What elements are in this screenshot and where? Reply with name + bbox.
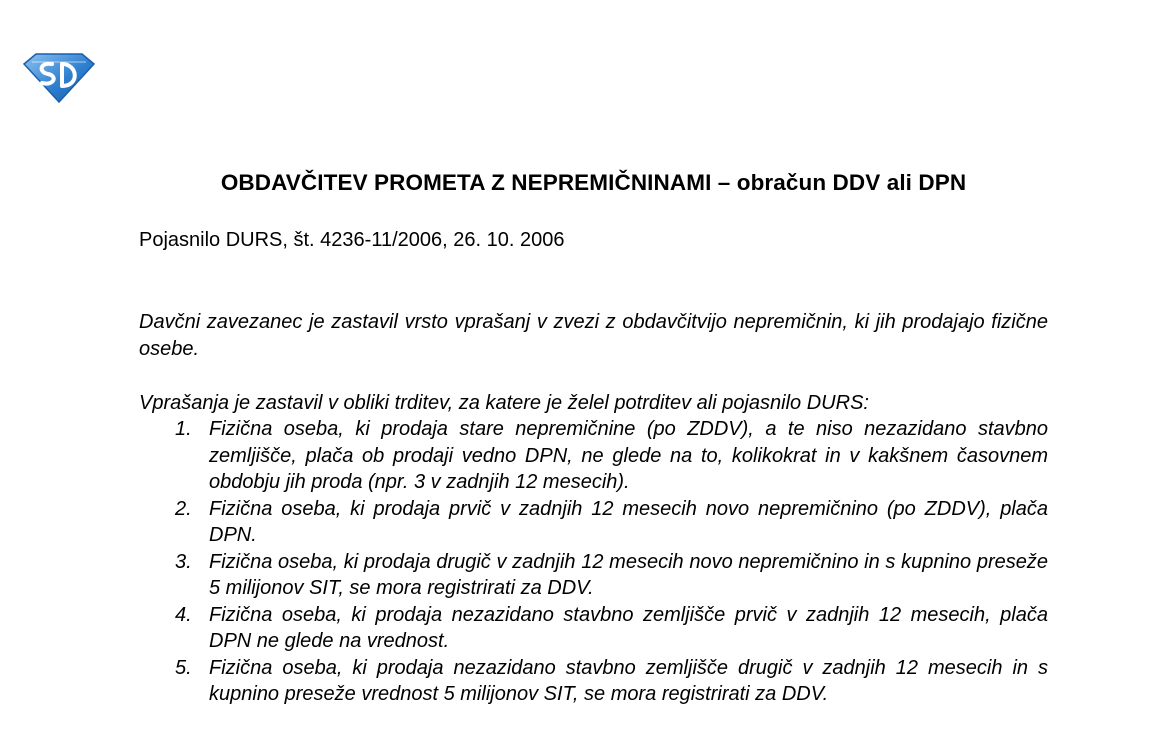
list-item xyxy=(139,655,1048,708)
list-item-number: 5. xyxy=(175,656,192,679)
list-item-text: Fizična oseba, ki prodaja nezazidano stavbno zemljišče drugič v zadnjih 12 mesecih in s kupnino preseže vrednost 5 milijonov SIT, se mora registrirati za DDV. xyxy=(209,656,1048,705)
list-item-text: Fizična oseba, ki prodaja drugič v zadnjih 12 mesecih novo nepremičnino in s kupnino preseže 5 milijonov SIT, se mora registrirati za DDV. xyxy=(209,550,1048,599)
list-item xyxy=(139,602,1048,655)
list-item-number: 2. xyxy=(175,497,192,520)
list-item xyxy=(139,496,1048,549)
list-item-number: 1. xyxy=(175,418,192,440)
list-item xyxy=(139,416,1048,496)
document-source: Pojasnilo DURS, št. 4236-11/2006, 26. 10. 2006 xyxy=(139,229,565,251)
question-lead: Vprašanja je zastavil v obliki trditev, za katere je želel potrditev ali pojasnilo DURS: xyxy=(139,392,869,414)
list-item xyxy=(139,549,1048,602)
document-title: OBDAVČITEV PROMETA Z NEPREMIČNINAMI – obračun DDV ali DPN xyxy=(220,170,967,195)
list-item-number: 3. xyxy=(175,550,192,573)
claims-list xyxy=(139,416,1048,708)
list-item-text: Fizična oseba, ki prodaja nezazidano stavbno zemljišče prvič v zadnjih 12 mesecih, plača DPN ne glede na vrednost. xyxy=(209,603,1048,652)
intro-paragraph: Davčni zavezanec je zastavil vrsto vprašanj v zvezi z obdavčitvijo nepremičnin, ki jih prodajajo fizične osebe. xyxy=(139,311,1048,360)
company-logo-icon xyxy=(22,50,96,104)
list-item-number: 4. xyxy=(175,603,192,626)
list-item-text: Fizična oseba, ki prodaja prvič v zadnjih 12 mesecih novo nepremičnino (po ZDDV), plača DPN. xyxy=(209,497,1048,546)
list-item-text: Fizična oseba, ki prodaja stare nepremičnine (po ZDDV), a te niso nezazidano stavbno zemljišče, plača ob prodaji vedno DPN, ne glede na to, kolikokrat in v kakšnem časovnem obdobju jih proda (npr. 3 v zadnjih 12 mesecih). xyxy=(209,418,1048,493)
